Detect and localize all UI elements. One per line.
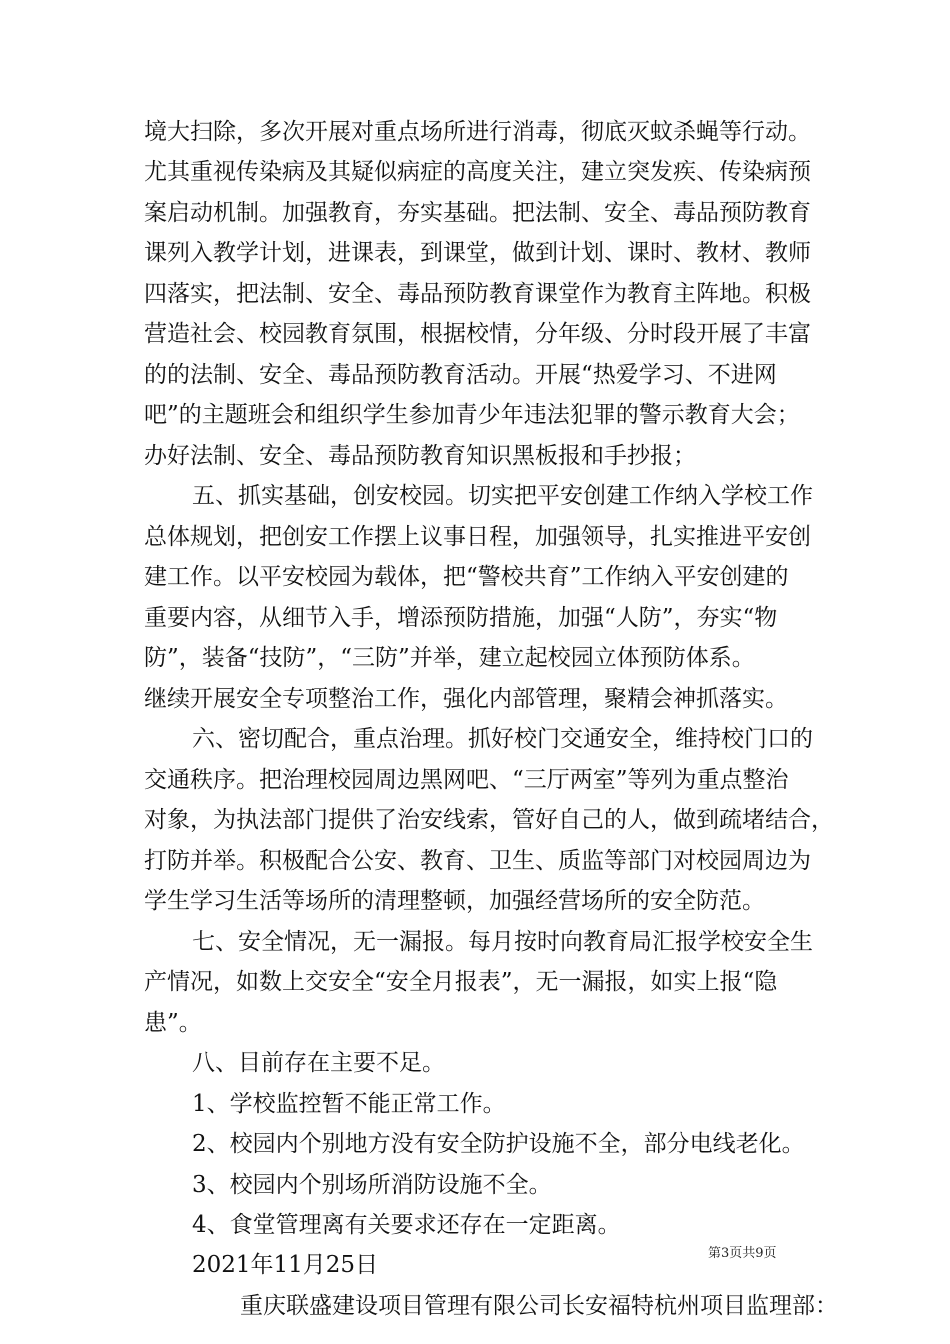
body-line: 吧”的主题班会和组织学生参加青少年违法犯罪的警示教育大会； bbox=[144, 402, 800, 428]
page-number: 第3页共9页 bbox=[708, 1246, 777, 1261]
list-item: 2、校园内个别地方没有安全防护设施不全，部分电线老化。 bbox=[192, 1131, 805, 1157]
body-line: 办好法制、安全、毒品预防教育知识黑板报和手抄报； bbox=[144, 443, 696, 469]
body-line: 四落实，把法制、安全、毒品预防教育课堂作为教育主阵地。积极 bbox=[144, 281, 811, 307]
body-line: 对象，为执法部门提供了治安线索，管好自己的人，做到疏堵结合， bbox=[144, 807, 834, 833]
body-line: 重要内容，从细节入手，增添预防措施，加强“人防”，夯实“物 bbox=[144, 605, 778, 631]
section-six-heading-line: 六、密切配合，重点治理。抓好校门交通安全，维持校门口的 bbox=[192, 726, 813, 752]
body-line: 营造社会、校园教育氛围，根据校情，分年级、分时段开展了丰富 bbox=[144, 321, 811, 347]
body-line: 建工作。以平安校园为载体，把“警校共育”工作纳入平安创建的 bbox=[144, 564, 789, 590]
section-five-heading-line: 五、抓实基础，创安校园。切实把平安创建工作纳入学校工作 bbox=[192, 483, 813, 509]
section-eight-heading-line: 八、目前存在主要不足。 bbox=[192, 1050, 445, 1076]
body-line: 患”。 bbox=[144, 1010, 202, 1036]
body-line: 案启动机制。加强教育，夯实基础。把法制、安全、毒品预防教育 bbox=[144, 200, 811, 226]
addressee-line: 重庆联盛建设项目管理有限公司长安福特杭州项目监理部： bbox=[240, 1293, 838, 1319]
body-line: 打防并举。积极配合公安、教育、卫生、质监等部门对校园周边为 bbox=[144, 848, 811, 874]
body-line: 尤其重视传染病及其疑似病症的高度关注，建立突发疾、传染病预 bbox=[144, 159, 811, 185]
list-item: 4、食堂管理离有关要求还存在一定距离。 bbox=[192, 1212, 621, 1238]
body-line: 境大扫除，多次开展对重点场所进行消毒，彻底灭蚊杀蝇等行动。 bbox=[144, 119, 811, 145]
body-line: 的的法制、安全、毒品预防教育活动。开展“热爱学习、不进网 bbox=[144, 362, 777, 388]
list-item: 3、校园内个别场所消防设施不全。 bbox=[192, 1172, 552, 1198]
body-line: 继续开展安全专项整治工作，强化内部管理，聚精会神抓落实。 bbox=[144, 686, 788, 712]
body-line: 总体规划，把创安工作摆上议事日程，加强领导，扎实推进平安创 bbox=[144, 524, 811, 550]
body-line: 产情况，如数上交安全“安全月报表”，无一漏报，如实上报“隐 bbox=[144, 969, 778, 995]
body-line: 交通秩序。把治理校园周边黑网吧、“三厅两室”等列为重点整治 bbox=[144, 767, 789, 793]
body-line: 学生学习生活等场所的清理整顿，加强经营场所的安全防范。 bbox=[144, 888, 765, 914]
list-item: 1、学校监控暂不能正常工作。 bbox=[192, 1091, 506, 1117]
body-line: 防”，装备“技防”，“三防”并举，建立起校园立体预防体系。 bbox=[144, 645, 755, 671]
body-line: 课列入教学计划，进课表，到课堂，做到计划、课时、教材、教师 bbox=[144, 240, 811, 266]
section-seven-heading-line: 七、安全情况，无一漏报。每月按时向教育局汇报学校安全生 bbox=[192, 929, 813, 955]
date-line: 2021年11月25日 bbox=[192, 1252, 379, 1278]
